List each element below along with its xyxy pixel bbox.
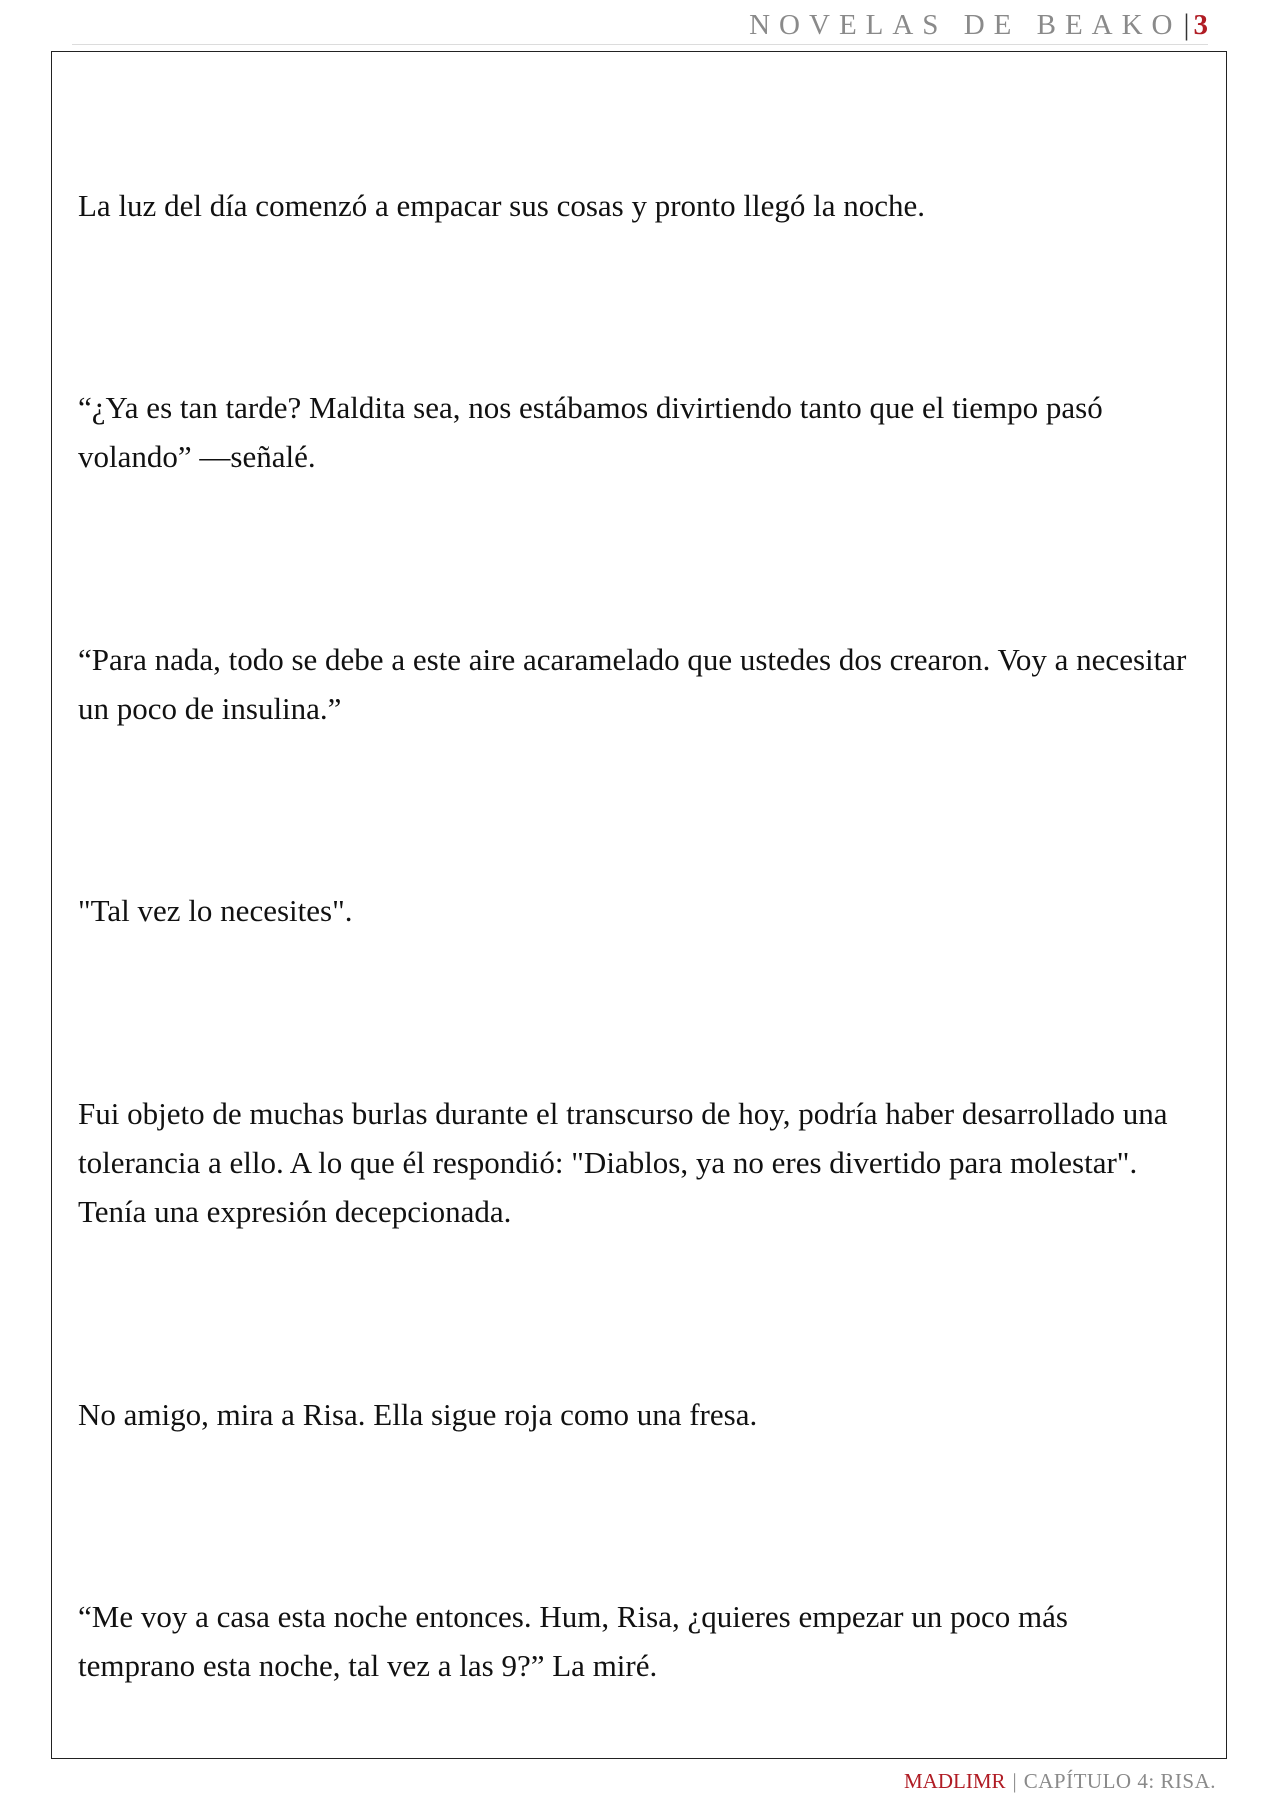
paragraph-2: “¿Ya es tan tarde? Maldita sea, nos estábamos divirtiendo tanto que el tiempo pasó volando” —señalé. bbox=[78, 390, 1103, 474]
paragraph-4: "Tal vez lo necesites". bbox=[78, 893, 353, 928]
paragraph-5: Fui objeto de muchas burlas durante el transcurso de hoy, podría haber desarrollado una tolerancia a ello. A lo que él respondió: "Diablos, ya no eres divertido para molestar". Tenía una expresión decepcionada. bbox=[78, 1096, 1168, 1229]
footer-author: MADLIMR bbox=[904, 1768, 1006, 1793]
footer-chapter: CAPÍTULO 4: RISA. bbox=[1023, 1768, 1216, 1793]
running-footer bbox=[904, 1764, 1216, 1798]
paragraph-1: La luz del día comenzó a empacar sus cosas y pronto llegó la noche. bbox=[78, 188, 926, 223]
paragraph-6: No amigo, mira a Risa. Ella sigue roja como una fresa. bbox=[78, 1397, 758, 1432]
book-title: NOVELAS DE BEAKO bbox=[749, 8, 1182, 41]
header-rule bbox=[72, 44, 1208, 45]
header-separator: | bbox=[1183, 8, 1190, 41]
paragraph-7: “Me voy a casa esta noche entonces. Hum, Risa, ¿quieres empezar un poco más temprano esta noche, tal vez a las 9?” La miré. bbox=[78, 1599, 1068, 1683]
footer-separator: | bbox=[1012, 1768, 1017, 1793]
paragraph-3: “Para nada, todo se debe a este aire acaramelado que ustedes dos crearon. Voy a necesitar un poco de insulina.” bbox=[78, 642, 1187, 726]
page-number: 3 bbox=[1193, 8, 1208, 41]
running-header bbox=[749, 6, 1208, 44]
